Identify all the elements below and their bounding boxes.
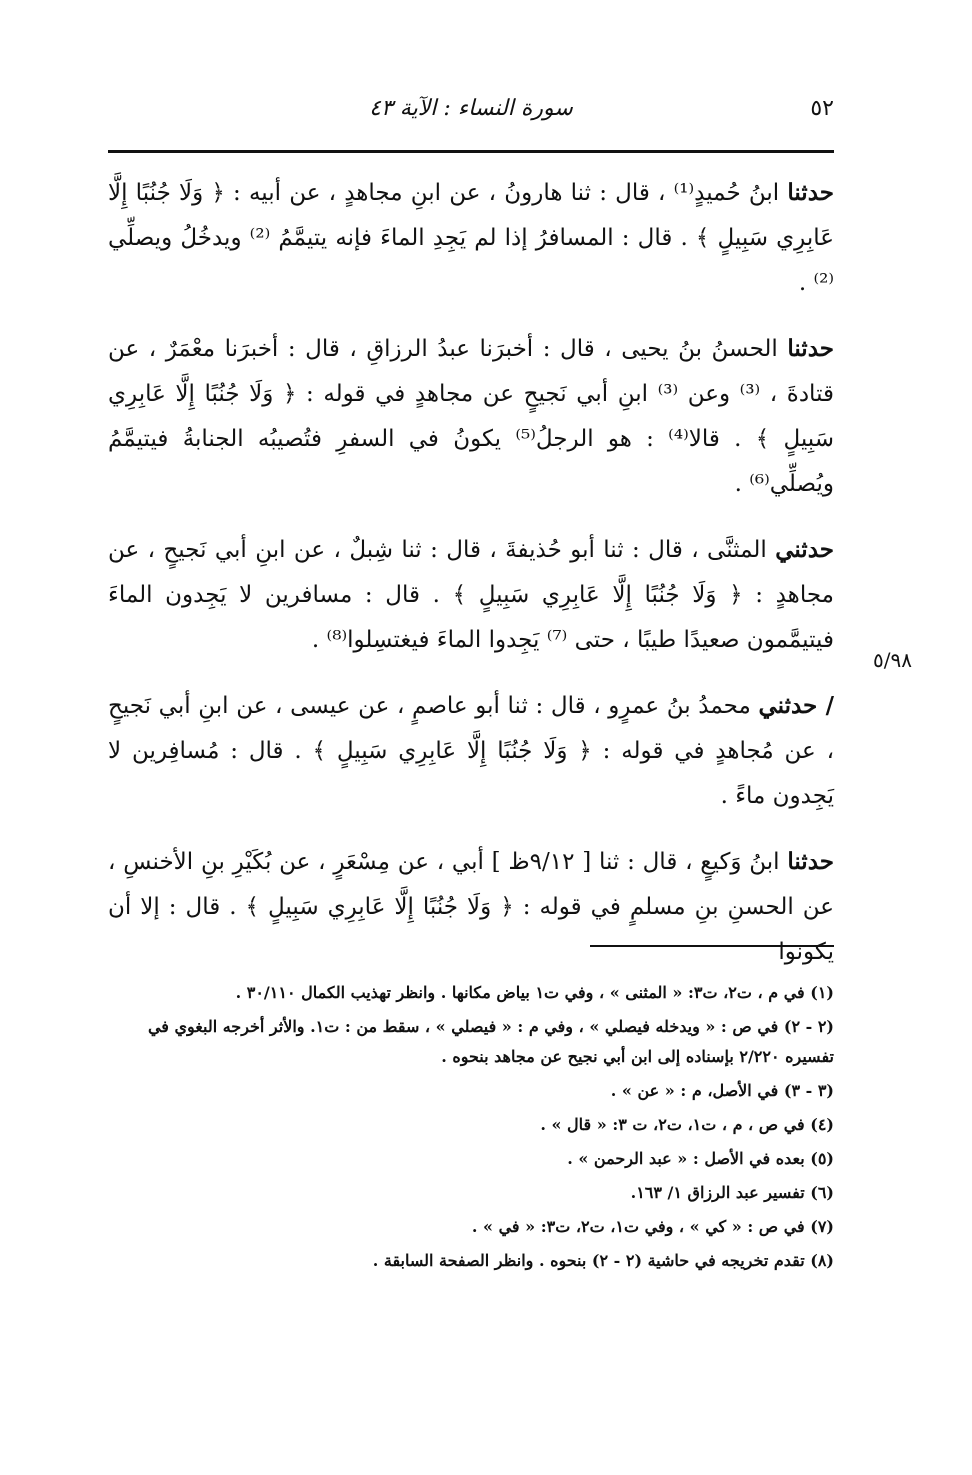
paragraph-lead: حدثنا (787, 335, 834, 362)
footnote: (٦) تفسير عبد الرزاق ١/ ١٦٣. (630, 1183, 834, 1202)
footnote: (٧) في ص : « كي » ، وفي ت١، ت٢، ت٣: « في » . (471, 1217, 834, 1236)
hadith-paragraph (108, 683, 834, 819)
footnote: (٨) تقدم تخريجه في حاشية (٢ - ٢) بنحوه . وانظر الصفحة السابقة . (372, 1251, 834, 1270)
paragraph-text: المثنَّى ، قال : ثنا أبو حُذيفةَ ، قال : ثنا شِبلٌ ، عن ابنِ أبي نَجيحٍ ، عن مجاهدٍ : ﴿ وَلَا جُنُبًا إِلَّا عَابِرِي سَبِيلٍ ﴾ . قال : مسافرين لا يَجِدون الماءَ فيتيمَّمون صعيدًا طيبًا ، حتى ⁽⁷⁾ يَجِدوا الماءَ فيغتسِلوا⁽⁸⁾ . (108, 537, 834, 653)
hadith-paragraph (108, 839, 834, 975)
page-number: ٥٢ (810, 96, 834, 121)
paragraph-text: الحسنُ بنُ يحيى ، قال : أخبرَنا عبدُ الرزاقِ ، قال : أخبرَنا معْمَرٌ ، عن قتادةَ ، ⁽³⁾ وعن ⁽³⁾ ابنِ أبي نَجيحٍ عن مجاهدٍ في قوله : ﴿ وَلَا جُنُبًا إِلَّا عَابِرِي سَبِيلٍ ﴾ . قالا⁽⁴⁾ : هو الرجلُ⁽⁵⁾ يكونُ في السفرِ فتُصيبُه الجنابةُ فيتيمَّمُ ويُصلِّي⁽⁶⁾ . (108, 336, 835, 497)
footnote: (١) في م ، ت٢، ت٣: « المثنى » ، وفي ت١ بياض مكانها . وانظر تهذيب الكمال ٣٠/١١٠ . (235, 983, 834, 1002)
hadith-paragraph (108, 170, 834, 306)
footnote-rule (590, 945, 834, 947)
paragraph-text: ابنُ حُميدٍ⁽¹⁾ ، قال : ثنا هارونُ ، عن ابنِ مجاهدٍ ، عن أبيه : ﴿ وَلَا جُنُبًا إِلَّا عَابِرِي سَبِيلٍ ﴾ . قال : المسافرُ إذا لم يَجِدِ الماءَ فإنه يتيمَّمُ ⁽²⁾ ويدخُلُ ويصلِّي ⁽²⁾ . (108, 180, 834, 296)
footnote: (٤) في ص ، م ، ت١، ت٢، ت ٣: « قال » . (540, 1115, 834, 1134)
page-header (108, 96, 834, 136)
header-rule (108, 150, 834, 153)
paragraph-text: ابنُ وَكيعٍ ، قال : ثنا [ ٩/١٢ظ ] أبي ، عن مِسْعَرٍ ، عن بُكَيْرِ بنِ الأخنسِ ، عن الحسنِ بنِ مسلمٍ في قوله : ﴿ وَلَا جُنُبًا إِلَّا عَابِرِي سَبِيلٍ ﴾ . قال : إلا أن يكونوا (108, 849, 834, 965)
paragraph-text: محمدُ بنُ عمرٍو ، قال : ثنا أبو عاصمٍ ، عن عيسى ، عن ابنِ أبي نَجيحٍ ، عن مُجاهدٍ في قوله : ﴿ وَلَا جُنُبًا إِلَّا عَابِرِي سَبِيلٍ ﴾ . قال : مُسافِرين لا يَجِدون ماءً . (108, 693, 834, 809)
paragraph-lead: / حدثني (758, 692, 834, 719)
hadith-paragraph (108, 527, 834, 663)
main-text (108, 170, 834, 995)
paragraph-lead: حدثني (775, 536, 834, 563)
footnote: (٥) بعده في الأصل : « عبد الرحمن » . (567, 1149, 834, 1168)
running-title: سورة النساء : الآية ٤٣ (369, 96, 573, 121)
footnote: (٣ - ٣) في الأصل، م : « عن » . (610, 1081, 834, 1100)
footnotes (108, 978, 834, 1280)
paragraph-lead: حدثنا (787, 848, 834, 875)
hadith-paragraph (108, 326, 834, 507)
paragraph-lead: حدثنا (787, 179, 834, 206)
footnote: (٢ - ٢) في ص : « ويدخله فيصلي » ، وفي م : « فيصلي » ، سقط من : ت١. والأثر أخرجه البغوي في تفسيره ٢/٢٢٠ بإسناده إلى ابن أبي نجيح عن مجاهد بنحوه . (147, 1017, 834, 1066)
margin-reference: ٥/٩٨ (873, 648, 912, 672)
